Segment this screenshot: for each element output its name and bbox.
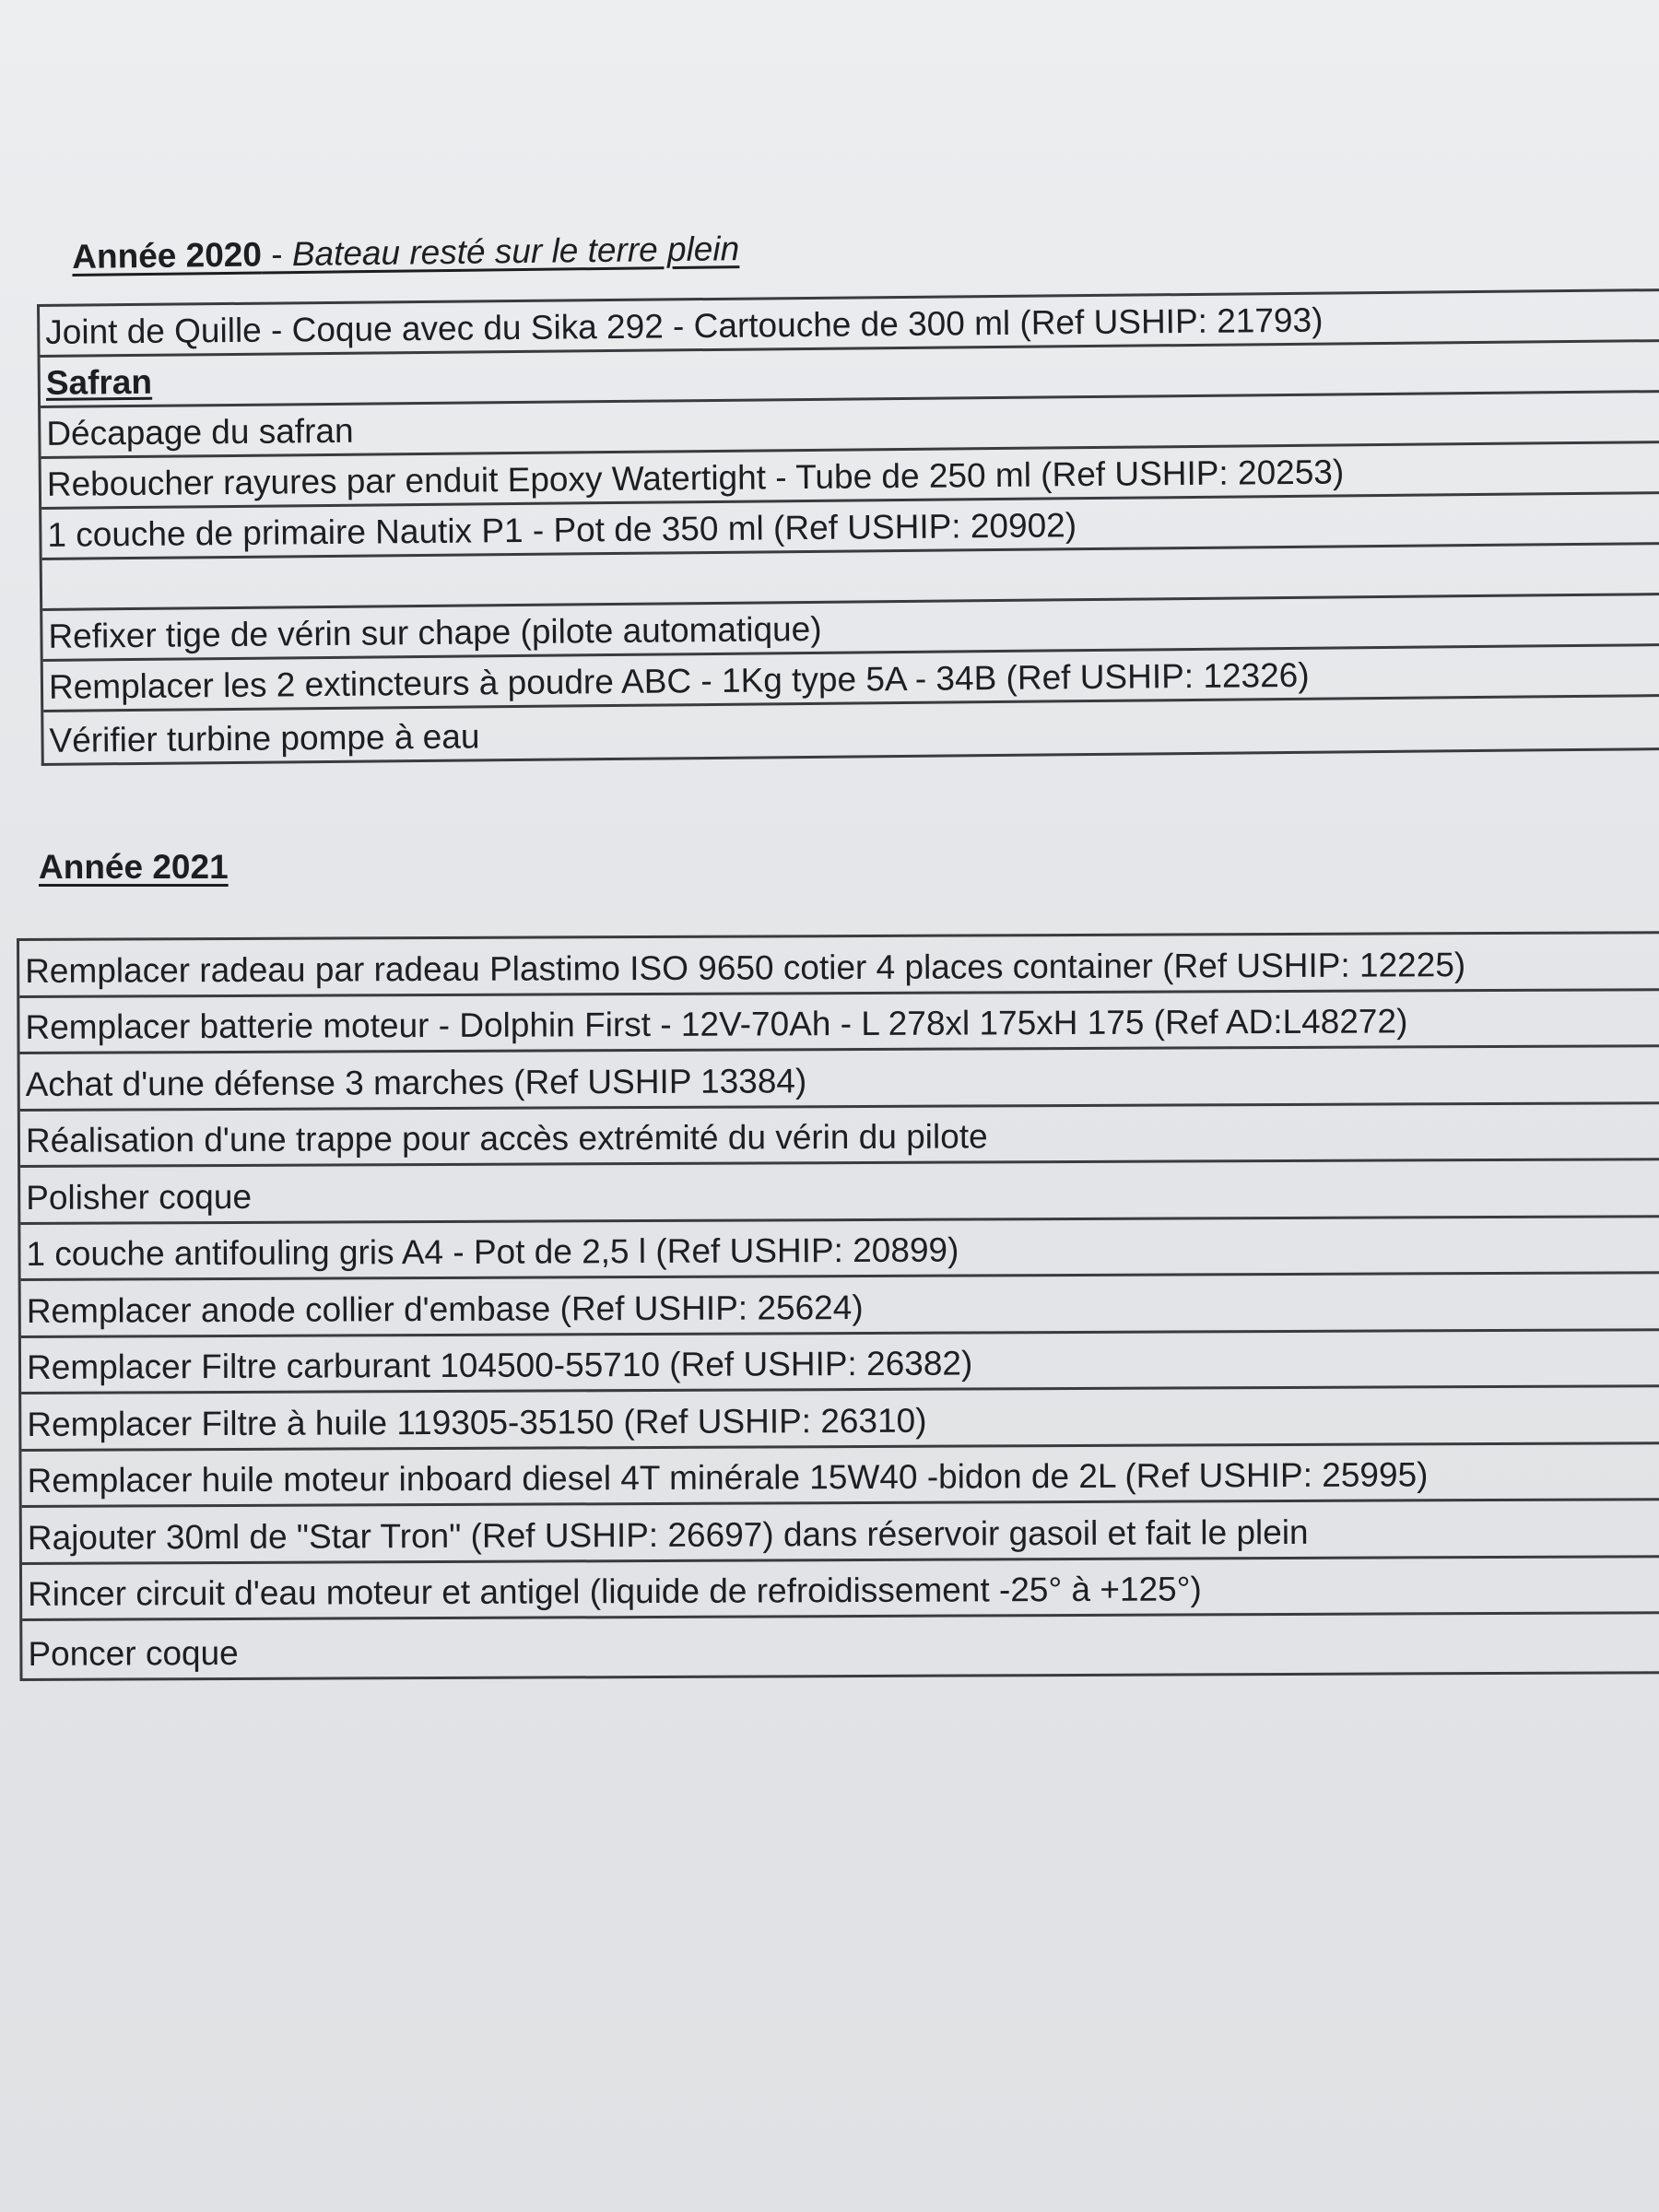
section-title-safran: Safran	[41, 342, 1659, 408]
table-row: Remplacer les 2 extincteurs à poudre ABC - 1Kg type 5A - 34B (Ref USHIP: 12326)	[43, 646, 1659, 712]
table-year-2021	[17, 931, 1659, 1680]
table-row: Rincer circuit d'eau moteur et antigel (liquide de refroidissement -25° à +125°)	[22, 1558, 1659, 1621]
table-row: Remplacer Filtre carburant 104500-55710 (Ref USHIP: 26382)	[21, 1331, 1659, 1394]
table-year-2020	[37, 288, 1659, 766]
heading-year-2021-title: Année 2021	[39, 848, 229, 886]
table-row: Reboucher rayures par enduit Epoxy Watertight - Tube de 250 ml (Ref USHIP: 20253)	[41, 443, 1659, 510]
table-row: Remplacer anode collier d'embase (Ref USHIP: 25624)	[21, 1274, 1659, 1337]
table-row: Remplacer huile moteur inboard diesel 4T minérale 15W40 -bidon de 2L (Ref USHIP: 25995)	[21, 1444, 1659, 1508]
table-row: Réalisation d'une trappe pour accès extrémité du vérin du pilote	[20, 1104, 1659, 1168]
table-row: 1 couche antifouling gris A4 - Pot de 2,5 l (Ref USHIP: 20899)	[20, 1218, 1659, 1281]
heading-year-2021	[39, 848, 229, 887]
heading-year-2020-note: Bateau resté sur le terre plein	[291, 229, 740, 274]
table-row: Polisher coque	[20, 1160, 1659, 1224]
table-row: Remplacer Filtre à huile 119305-35150 (Ref USHIP: 26310)	[21, 1387, 1659, 1451]
table-row: Remplacer batterie moteur - Dolphin First - 12V-70Ah - L 278xl 175xH 175 (Ref AD:L48272)	[19, 991, 1659, 1054]
table-row: Décapage du safran	[41, 393, 1659, 459]
table-row: Remplacer radeau par radeau Plastimo ISO 9650 cotier 4 places container (Ref USHIP: 12225)	[19, 934, 1659, 997]
table-row: Achat d'une défense 3 marches (Ref USHIP 13384)	[20, 1047, 1659, 1111]
table-row: Rajouter 30ml de "Star Tron" (Ref USHIP: 26697) dans réservoir gasoil et fait le plein	[22, 1500, 1659, 1564]
table-row: Vérifier turbine pompe à eau	[49, 717, 480, 759]
table-row: Poncer coque	[28, 1633, 239, 1673]
heading-year-2020-title: Année 2020	[72, 235, 263, 276]
heading-separator: -	[261, 235, 293, 274]
table-row: Refixer tige de vérin sur chape (pilote automatique)	[42, 595, 1659, 662]
heading-year-2020	[72, 229, 739, 276]
table-row: Joint de Quille - Coque avec du Sika 292 - Cartouche de 300 ml (Ref USHIP: 21793)	[40, 291, 1659, 358]
table-row: 1 couche de primaire Nautix P1 - Pot de 350 ml (Ref USHIP: 20902)	[41, 494, 1659, 560]
